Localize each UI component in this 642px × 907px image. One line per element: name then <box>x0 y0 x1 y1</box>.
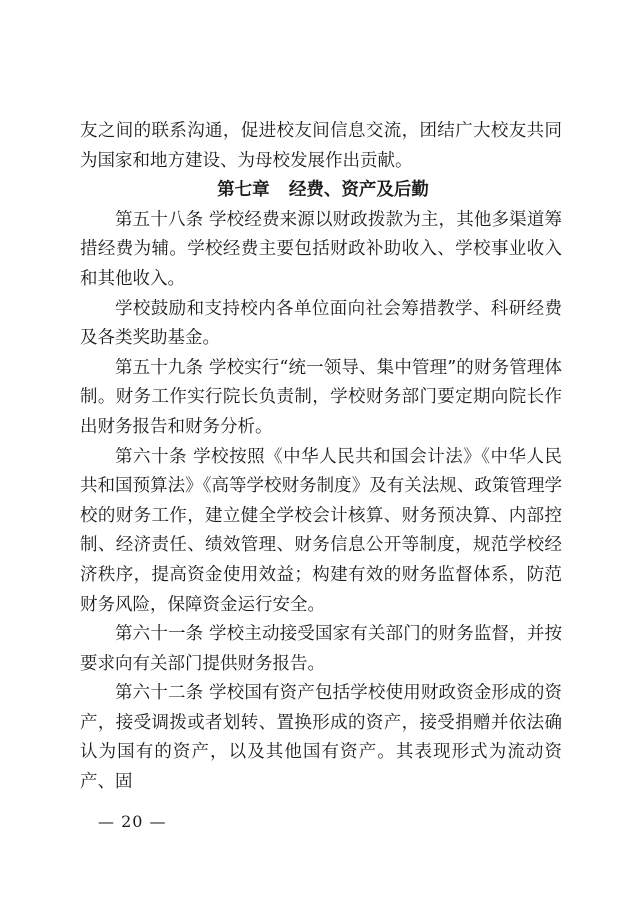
article-58-paragraph-2: 学校鼓励和支持校内各单位面向社会筹措教学、科研经费及各类奖助基金。 <box>80 298 562 349</box>
article-62: 第六十二条 学校国有资产包括学校使用财政资金形成的资产，接受调拨或者划转、置换形成的资产，接受捐赠并依法确认为国有的资产，以及其他国有资产。其表现形式为流动资产、固 <box>80 683 562 793</box>
chapter-heading <box>80 176 562 206</box>
page-number: — 20 — <box>98 812 167 831</box>
chapter-title: 经费、资产及后勤 <box>288 180 429 201</box>
document-body <box>80 117 562 798</box>
continued-paragraph: 友之间的联系沟通，促进校友间信息交流，团结广大校友共同为国家和地方建设、为母校发展作出贡献。 <box>80 121 562 171</box>
article-60: 第六十条 学校按照《中华人民共和国会计法》《中华人民共和国预算法》《高等学校财务制度》及有关法规、政策管理学校的财务工作，建立健全学校会计核算、财务预决算、内部控制、经济责任、绩效管理、财务信息公开等制度，规范学校经济秩序，提高资金使用效益；构建有效的财务监督体系，防范财务风险，保障资金运行安全。 <box>80 446 562 615</box>
article-61: 第六十一条 学校主动接受国家有关部门的财务监督，并按要求向有关部门提供财务报告。 <box>80 624 562 674</box>
chapter-number: 第七章 <box>217 180 270 201</box>
article-59: 第五十九条 学校实行“统一领导、集中管理”的财务管理体制。财务工作实行院长负责制，学校财务部门要定期向院长作出财务报告和财务分析。 <box>80 357 562 437</box>
article-58: 第五十八条 学校经费来源以财政拨款为主，其他多渠道筹措经费为辅。学校经费主要包括财政补助收入、学校事业收入和其他收入。 <box>80 209 562 289</box>
